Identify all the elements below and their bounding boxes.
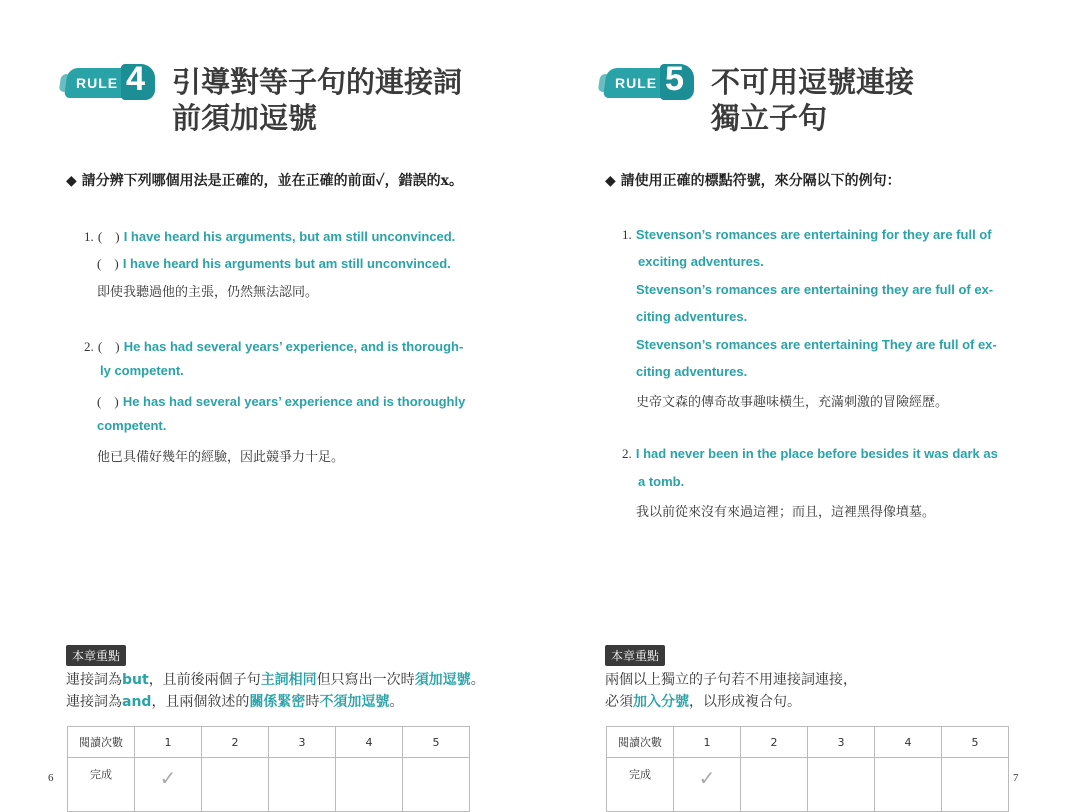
summary-line-2: 連接詞為and，且兩個敘述的關係緊密時不須加逗號。 [66,694,404,710]
rule-badge [605,62,697,102]
instruction: ◆ 請使用正確的標點符號，來分隔以下的例句： [605,173,901,189]
answer-box[interactable]: ( ) [97,394,119,409]
check-icon: ✓ [698,766,716,790]
summary-line-1: 兩個以上獨立的子句若不用連接詞連接， [605,672,857,688]
check-cell[interactable] [875,758,942,812]
rule-label: RULE [76,75,119,91]
check-icon: ✓ [159,766,177,790]
page-number: 6 [48,772,54,784]
rule-number: 4 [126,60,145,98]
chapter-key-tag: 本章重點 [66,645,126,666]
translation: 我以前從來沒有來過這裡；而且，這裡黑得像墳墓。 [636,505,936,520]
check-cell[interactable] [202,758,269,812]
summary-line-2: 必須加入分號，以形成複合句。 [605,694,801,710]
answer-box[interactable]: ( ) [97,256,119,271]
rule-badge [66,62,158,102]
exercise-2b-cont: competent. [97,418,167,433]
answer-box[interactable]: ( ) [97,339,120,354]
rule-number: 5 [665,60,684,98]
reading-tracker: 閱讀次數 1 2 3 4 5 完成 ✓ [606,726,1009,812]
exercise-1a: 1. ( ) I have heard his arguments, but am still unconvinced. [84,229,456,244]
exercise-2a-cont: ly competent. [100,363,184,378]
page-title: 引導對等子句的連接詞 前須加逗號 [172,65,463,135]
rule-label: RULE [615,75,658,91]
translation: 即使我聽過他的主張，仍然無法認同。 [97,285,319,300]
answer-box[interactable]: ( ) [97,229,120,244]
check-cell[interactable] [269,758,336,812]
right-page: RULE 5 不可用逗號連接 獨立子句 ◆ 請使用正確的標點符號，來分隔以下的例句： 1. Stevenson’s romances are entertaining for they are full of exciting adventures. Stevenson’s romances are entertaining they are full of ex- citing adventures. Stevenson’s romances are entertaining They are full of ex- citing adventures. 史帝文森的傳奇故事趣味橫生，充滿刺激的冒險經歷。 2. I had never been in the place before besides it was dark as a tomb. 我以前從來沒有來過這裡；而且，這裡黑得像墳墓。 本章重點 兩個以上獨立的子句若不用連接詞連接， 必須加入分號，以形成複合句。 閱讀次數 1 2 3 4 5 完成 ✓ 7 [533,0,1067,800]
check-cell[interactable] [403,758,470,812]
check-cell[interactable] [674,758,741,812]
exercise-1b: ( ) I have heard his arguments but am still unconvinced. [97,256,451,271]
translation: 他已具備好幾年的經驗，因此競爭力十足。 [97,450,345,465]
exercise-1: 1. Stevenson’s romances are entertaining for they are full of [622,227,992,242]
page-title: 不可用逗號連接 獨立子句 [711,65,915,135]
check-cell[interactable] [808,758,875,812]
check-cell[interactable] [741,758,808,812]
exercise-2: 2. I had never been in the place before besides it was dark as [622,446,998,461]
instruction: ◆ 請分辨下列哪個用法是正確的，並在正確的前面✓，錯誤的x。 [66,173,464,189]
left-page [0,0,533,800]
translation: 史帝文森的傳奇故事趣味橫生，充滿刺激的冒險經歷。 [636,395,949,410]
exercise-2a: 2. ( ) He has had several years’ experience, and is thorough- [84,339,464,354]
check-cell[interactable] [135,758,202,812]
chapter-key-tag: 本章重點 [605,645,665,666]
page-number: 7 [1013,772,1019,784]
check-cell[interactable] [336,758,403,812]
reading-tracker: 閱讀次數 1 2 3 4 5 完成 ✓ [67,726,470,812]
summary-line-1: 連接詞為but，且前後兩個子句主詞相同但只寫出一次時須加逗號。 [66,672,485,688]
check-cell[interactable] [942,758,1009,812]
exercise-2b: ( ) He has had several years’ experience and is thoroughly [97,394,466,409]
